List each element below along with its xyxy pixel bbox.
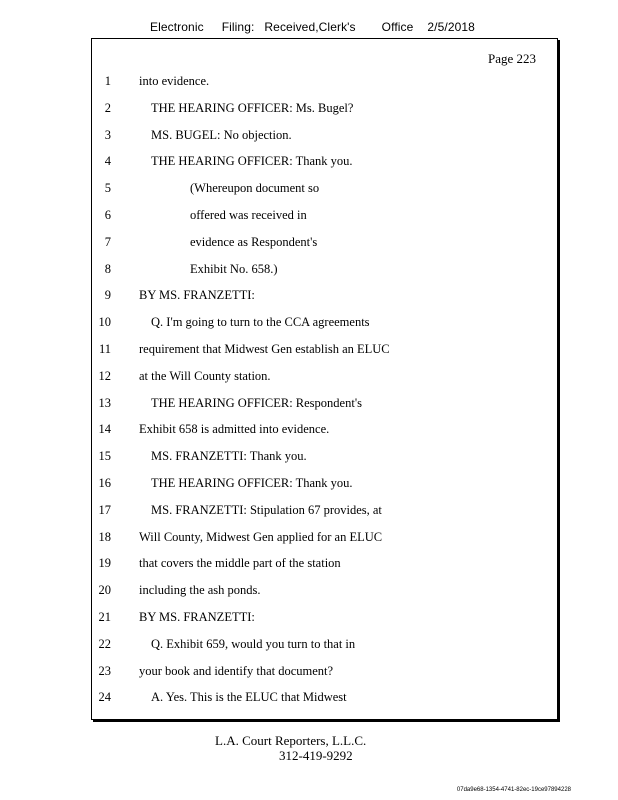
- line-number: 24: [98, 690, 111, 705]
- transcript-line: [91, 208, 531, 226]
- transcript-line: [91, 74, 531, 92]
- line-text: Exhibit No. 658.): [190, 261, 278, 276]
- transcript-line: [91, 235, 531, 253]
- transcript-line: [91, 556, 531, 574]
- line-number: 3: [104, 127, 111, 142]
- line-number: 15: [98, 449, 111, 464]
- line-number: 17: [98, 502, 111, 517]
- transcript-line: [91, 154, 531, 172]
- line-text: requirement that Midwest Gen establish an ELUC: [139, 342, 390, 356]
- filing-date: 2/5/2018: [427, 20, 475, 34]
- filing-word-office: Office: [381, 20, 414, 34]
- transcript-line: [91, 315, 531, 333]
- line-text: BY MS. FRANZETTI:: [139, 610, 255, 624]
- transcript-line: [91, 530, 531, 548]
- line-text: (Whereupon document so: [190, 181, 320, 196]
- line-number: 6: [104, 208, 111, 222]
- line-text: MS. BUGEL: No objection.: [151, 127, 292, 142]
- line-number: 5: [104, 181, 111, 196]
- line-text: THE HEARING OFFICER: Respondent's: [151, 395, 362, 410]
- transcript-line: [91, 128, 531, 146]
- transcript-line: [91, 610, 531, 628]
- line-number: 8: [104, 261, 111, 276]
- line-text: THE HEARING OFFICER: Ms. Bugel?: [151, 100, 354, 115]
- line-text: evidence as Respondent's: [190, 234, 318, 249]
- transcript-line: [91, 396, 531, 414]
- line-text: offered was received in: [190, 208, 307, 222]
- filing-word-received: Received,Clerk's: [264, 20, 356, 34]
- filing-header: [150, 20, 475, 34]
- transcript-line: [91, 503, 531, 521]
- line-text: your book and identify that document?: [139, 663, 334, 678]
- line-number: 9: [104, 288, 111, 303]
- transcript-line: [91, 476, 531, 494]
- line-number: 2: [104, 100, 111, 115]
- line-text: MS. FRANZETTI: Thank you.: [151, 449, 307, 464]
- filing-word-electronic: Electronic: [150, 20, 204, 34]
- line-number: 14: [98, 422, 111, 437]
- transcript-line: [91, 690, 531, 708]
- line-number: 16: [98, 476, 111, 490]
- footer-phone: 312-419-9292: [279, 748, 353, 763]
- transcript-line: [91, 664, 531, 682]
- line-text: that covers the middle part of the station: [139, 556, 341, 571]
- line-text: THE HEARING OFFICER: Thank you.: [151, 154, 353, 169]
- line-text: Q. Exhibit 659, would you turn to that in: [151, 636, 356, 651]
- transcript-line: [91, 449, 531, 467]
- line-text: Q. I'm going to turn to the CCA agreements: [151, 315, 370, 330]
- line-number: 10: [98, 315, 111, 330]
- line-number: 22: [98, 636, 111, 651]
- line-text: at the Will County station.: [139, 368, 271, 383]
- transcript-line: [91, 422, 531, 440]
- line-number: 1: [104, 74, 111, 88]
- line-text: Exhibit 658 is admitted into evidence.: [139, 422, 330, 437]
- transcript-line: [91, 262, 531, 280]
- line-number: 11: [98, 342, 111, 356]
- line-text: including the ash ponds.: [139, 583, 261, 598]
- transcript-line: [91, 583, 531, 601]
- line-text: Will County, Midwest Gen applied for an ELUC: [139, 529, 383, 544]
- line-text: BY MS. FRANZETTI:: [139, 288, 255, 303]
- line-text: into evidence.: [139, 74, 210, 88]
- page-number: Page 223: [487, 51, 536, 66]
- line-text: MS. FRANZETTI: Stipulation 67 provides, at: [151, 502, 382, 517]
- line-text: THE HEARING OFFICER: Thank you.: [151, 476, 353, 490]
- line-number: 19: [98, 556, 111, 571]
- line-number: 20: [98, 583, 111, 598]
- line-number: 7: [104, 234, 111, 249]
- transcript-line: [91, 637, 531, 655]
- footer-company: L.A. Court Reporters, L.L.C.: [215, 733, 367, 748]
- line-number: 13: [98, 395, 111, 410]
- line-number: 12: [98, 368, 111, 383]
- transcript-line: [91, 288, 531, 306]
- transcript-line: [91, 101, 531, 119]
- line-number: 21: [98, 610, 111, 624]
- transcript-line: [91, 181, 531, 199]
- line-number: 23: [98, 663, 111, 678]
- line-number: 4: [104, 154, 111, 169]
- line-number: 18: [98, 529, 111, 544]
- transcript-line: [91, 369, 531, 387]
- filing-word-filing: Filing:: [221, 20, 255, 34]
- transcript-line: [91, 342, 531, 360]
- document-id: 07da9e68-1354-4741-82ec-19ce97894228: [456, 787, 571, 793]
- line-text: A. Yes. This is the ELUC that Midwest: [151, 690, 347, 705]
